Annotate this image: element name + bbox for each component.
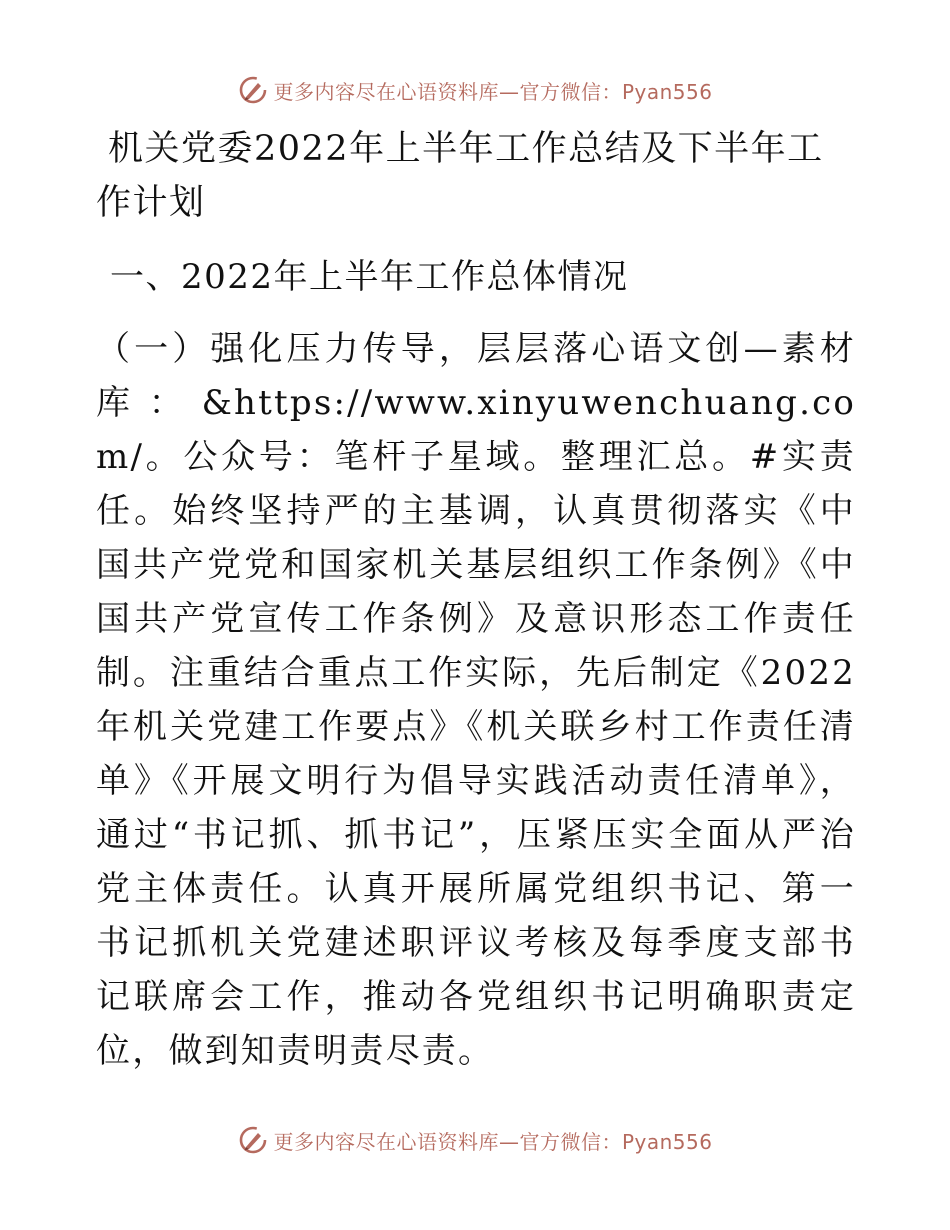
document-body bbox=[96, 122, 856, 1078]
watermark-text: 更多内容尽在心语资料库—官方微信：Pyan556 bbox=[273, 79, 713, 104]
pen-circle-icon bbox=[237, 1124, 269, 1156]
pen-circle-icon bbox=[237, 74, 269, 106]
header-watermark bbox=[0, 70, 950, 110]
section-heading: 一、2022年上半年工作总体情况 bbox=[110, 257, 629, 297]
footer-watermark bbox=[0, 1120, 950, 1160]
watermark-text: 更多内容尽在心语资料库—官方微信：Pyan556 bbox=[273, 1129, 713, 1154]
document-title: 机关党委2022年上半年工作总结及下半年工作计划 bbox=[96, 129, 824, 223]
body-paragraph: （一）强化压力传导，层层落心语文创—素材库：&https://www.xinyuwenchuang.com/。公众号：笔杆子星域。整理汇总。#实责任。始终坚持严的主基调，认真贯彻落实《中国共产党党和国家机关基层组织工作条例》《中国共产党宣传工作条例》及意识形态工作责任制。注重结合重点工作实际，先后制定《2022年机关党建工作要点》《机关联乡村工作责任清单》《开展文明行为倡导实践活动责任清单》，通过“书记抓、抓书记”，压紧压实全面从严治党主体责任。认真开展所属党组织书记、第一书记抓机关党建述职评议考核及每季度支部书记联席会工作，推动各党组织书记明确职责定位，做到知责明责尽责。 bbox=[96, 329, 856, 1071]
